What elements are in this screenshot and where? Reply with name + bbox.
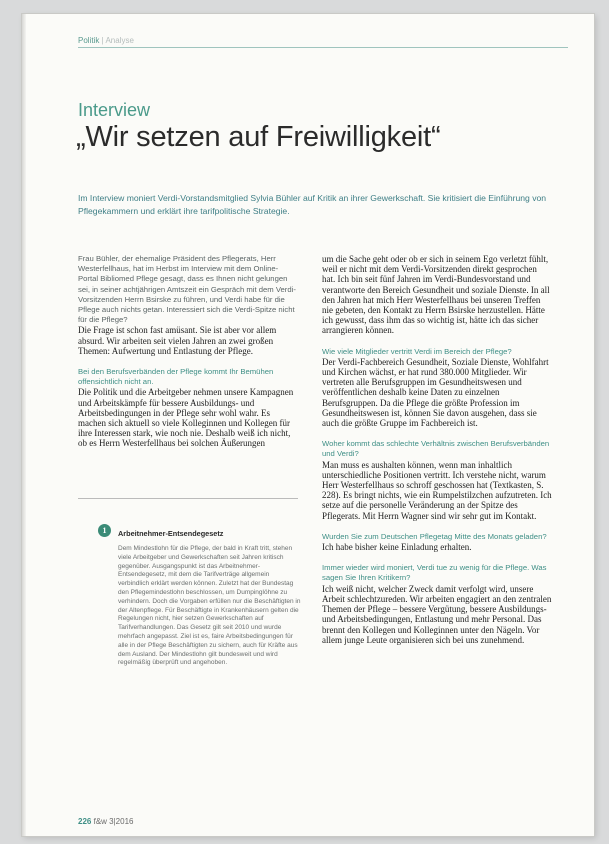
- answer-3: Der Verdi-Fachbereich Gesundheit, Soziale Dienste, Wohlfahrt und Kirchen wächst, er hat rund 380.000 Mitglieder. Wir vertreten alle Berufsgruppen im Gesundheitswesen und veröffentlichen deshalb keine Daten zu einzelnen Berufsgruppen. Da die Pflege die größte Profession im Gesundheitswesen ist, können Sie davon ausgehen, dass sie auch die größte Gruppe im Fachbereich ist.: [322, 356, 549, 429]
- answer-2-continued: um die Sache geht oder ob er sich in seinem Ego verletzt fühlt, weil er nicht mit dem Verdi-Vorsitzenden direkt gesprochen hat. Ich bin seit fünf Jahren im Verdi-Bundesvorstand und verantworte den Bereich Gesundheit und soziale Dienste. In all den Jahren hat mich Herr Westerfellhaus bei unseren Treffen nie gebeten, den Kontakt zu Herrn Bsirske herzustellen. Hätte ich gewusst, dass ihm das so wichtig ist, hätte ich das sicher arrangieren können.: [322, 254, 550, 336]
- header-rule: [78, 47, 568, 48]
- box-number-badge: 1: [98, 524, 111, 537]
- question-3: Wie viele Mitglieder vertritt Verdi im Bereich der Pflege?: [322, 346, 512, 356]
- section-separator: |: [101, 36, 104, 45]
- page-spine: [22, 14, 26, 836]
- section-label: Politik: [78, 36, 100, 45]
- article-headline: „Wir setzen auf Freiwilligkeit“: [76, 121, 441, 153]
- question-5: Wurden Sie zum Deutschen Pflegetag Mitte des Monats geladen?: [322, 531, 547, 541]
- box-text: Dem Mindestlohn für die Pflege, der bald in Kraft tritt, stehen viele Arbeitgeber und Gewerkschaften seit Jahren kritisch gegenüber. Ausgangspunkt ist das Arbeitnehmer-Entsendegesetz, mit dem die Tarifverträge allgemein verbindlich erklärt werden können. Zuletzt hat der Bundestag den Pflegemindestlohn beschlossen, um Dumpinglöhne zu verhindern. Doch die Vorgaben erfüllen nur die Beschäftigten in der Altenpflege. Für Beschäftigte in Krankenhäusern gelten die Regelungen nicht, hier setzen Gewerkschaften auf Tarifverhandlungen. Das Gesetz gilt seit 2010 und wurde mehrfach angepasst. Ziel ist es, faire Arbeitsbedingungen für alle in der Pflege Beschäftigten zu sichern, auch für Kräfte aus dem Ausland. Der Mindestlohn gilt bundesweit und wird regelmäßig überprüft und angehoben.: [118, 545, 301, 667]
- question-2: Bei den Berufsverbänden der Pflege kommt Ihr Bemühen offensichtlich nicht an.: [78, 367, 274, 387]
- running-head: [78, 36, 134, 45]
- page-number: 226: [78, 817, 92, 826]
- right-column: [322, 254, 552, 645]
- article-kicker: Interview: [78, 100, 151, 120]
- answer-2: Die Politik und die Arbeitgeber nehmen unsere Kampagnen und Arbeitskämpfe für bessere Ausbildungs- und Arbeitsbedingungen in der Pflege sehr wohl wahr. Es machen sich aktuell so viele Kolleginnen und Kollegen für ihre Interessen stark, wie noch nie. Deshalb weiß ich nicht, ob es Herrn Westerfellhaus bei solchen Äußerungen: [78, 387, 294, 449]
- issue-label: f&w 3|2016: [93, 817, 134, 826]
- box-divider: [78, 498, 298, 499]
- answer-1: Die Frage ist schon fast amüsant. Sie ist aber vor allem absurd. Wir arbeiten seit vielen Jahren an zwei großen Themen: Aufwertung und Entlastung der Pflege.: [78, 325, 277, 356]
- question-4: Woher kommt das schlechte Verhältnis zwischen Berufsverbänden und Verdi?: [322, 439, 550, 459]
- subsection-label: Analyse: [105, 36, 134, 45]
- box-title: Arbeitnehmer-Entsendegesetz: [118, 529, 224, 538]
- answer-5: Ich habe bisher keine Einladung erhalten.: [322, 542, 472, 553]
- question-1: Frau Bühler, der ehemalige Präsident des Pflegerats, Herr Westerfellhaus, hat im Herbst im Interview mit dem Online-Portal Bibliomed Pflege gesagt, dass es Ihnen nicht gelungen sei, in seiner achtjährigen Amtszeit ein Gespräch mit dem Verdi-Vorsitzenden Herrn Bsirske zu führen, und Verdi habe für die Pflege auch nichts getan. Interessiert sich die Verdi-Spitze nicht für die Pflege?: [78, 254, 296, 325]
- answer-4: Man muss es aushalten können, wenn man inhaltlich unterschiedliche Positionen vertritt. Ich verstehe nicht, warum Herr Westerfellhaus so schroff geschossen hat (Textkasten, S. 228). Es bringt nichts, wie ein Rumpelstilzchen aufzutreten. Ich setze auf die personelle Veränderung an der Spitze des Pflegerats. Mit Herrn Wagner sind wir sehr gut im Kontakt.: [322, 459, 552, 521]
- page-footer: [78, 817, 133, 826]
- left-column: [78, 254, 298, 449]
- answer-6: Ich weiß nicht, welcher Zweck damit verfolgt wird, unsere Arbeit schlechtzureden. Wir arbeiten engagiert an den zentralen Themen der Pflege – bessere Vergütung, bessere Ausbildungs- und Arbeitsbedingungen, Entlastung und mehr Personal. Das brennt den Kollegen und Kolleginnen unter den Nägeln. Vor allem junge Leute organisieren sich bei uns zunehmend.: [322, 583, 552, 645]
- article-lead: Im Interview moniert Verdi-Vorstandsmitglied Sylvia Bühler auf Kritik an ihrer Gewerkschaft. Sie kritisiert die Einführung von Pflegekammern und erklärt ihre tarifpolitische Strategie.: [78, 193, 547, 216]
- magazine-page: [22, 14, 594, 836]
- question-6: Immer wieder wird moniert, Verdi tue zu wenig für die Pflege. Was sagen Sie Ihren Kritikern?: [322, 563, 547, 583]
